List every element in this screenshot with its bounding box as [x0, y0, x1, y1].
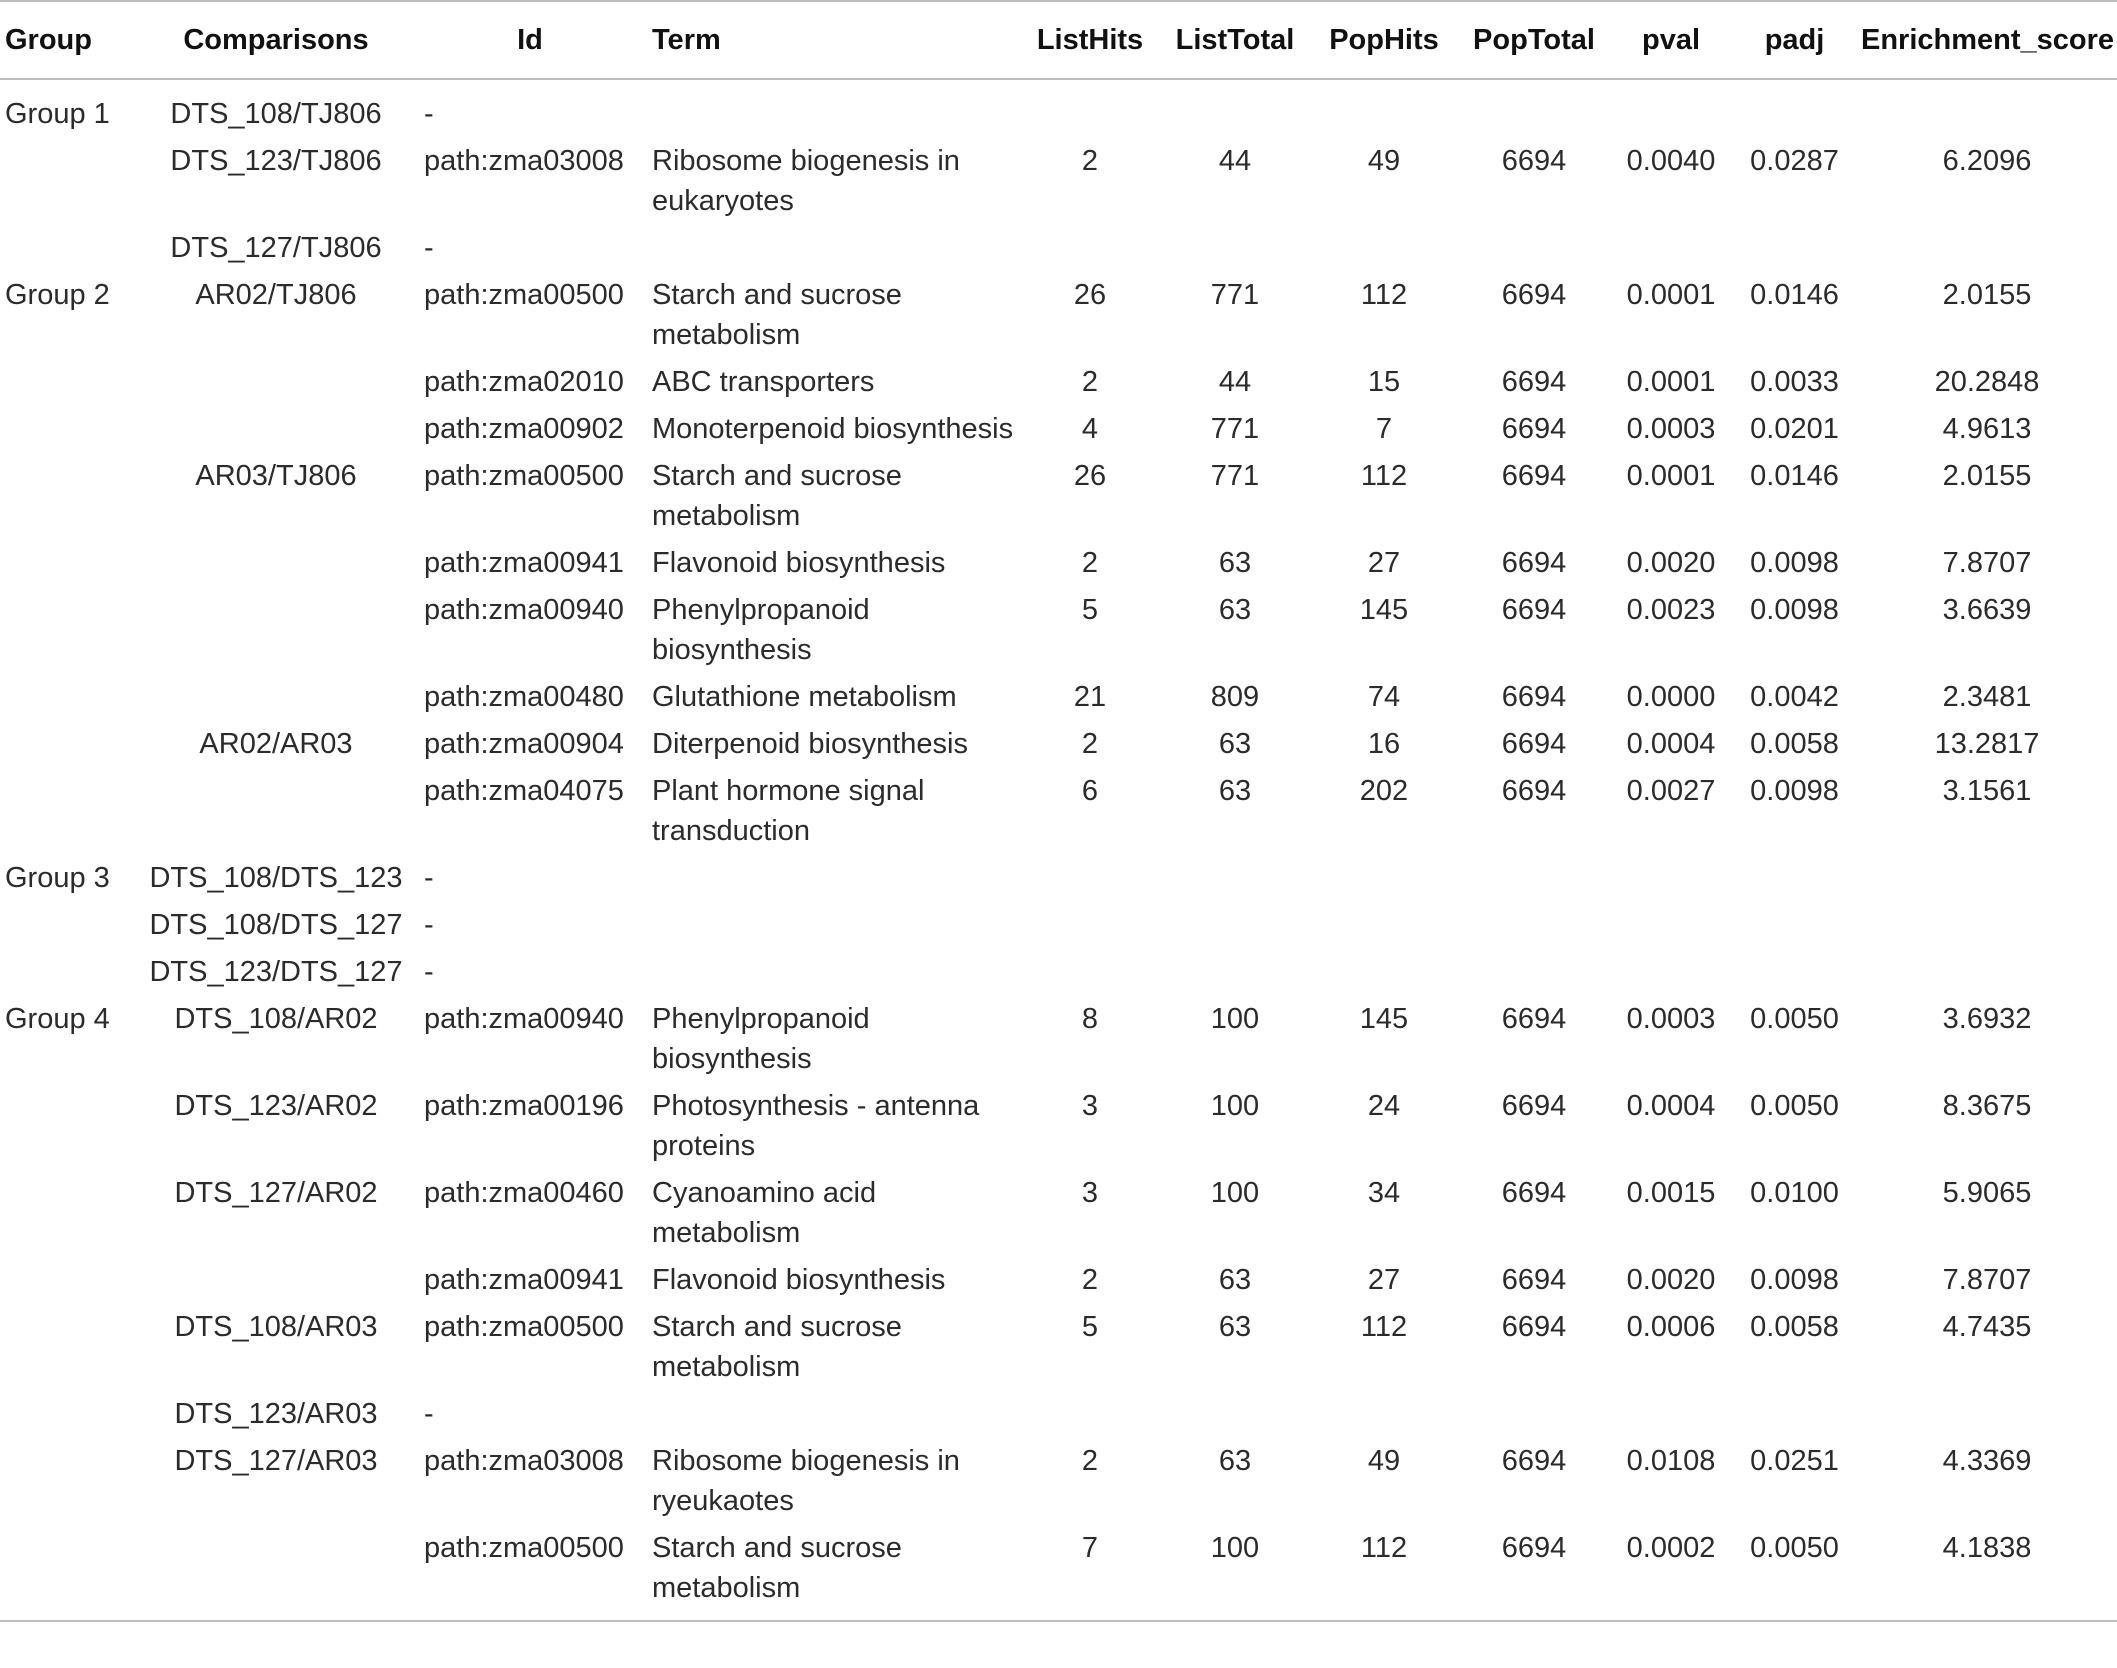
padj-cell: 0.0146	[1750, 279, 1839, 311]
padj-cell	[1732, 79, 1857, 137]
pop-total-cell: 6694	[1501, 1264, 1567, 1296]
pop-hits-cell: 112	[1360, 1311, 1408, 1343]
group-cell	[0, 1256, 142, 1303]
term-cell: Starch and sucrose metabolism	[652, 460, 902, 532]
enrichment-score-cell: 4.9613	[1942, 413, 2032, 445]
list-total-cell: 100	[1210, 1532, 1260, 1564]
pathway-id-cell: path:zma03008	[424, 145, 624, 177]
group-cell	[0, 1390, 142, 1437]
padj-cell	[1732, 224, 1857, 271]
pval-cell: 0.0108	[1626, 1445, 1716, 1477]
pval-cell	[1610, 224, 1732, 271]
group-cell	[0, 673, 142, 720]
term-cell	[640, 224, 1020, 271]
table-row	[0, 720, 2117, 767]
padj-cell: 0.0100	[1750, 1177, 1839, 1209]
column-header: ListTotal	[1175, 23, 1295, 56]
list-hits-cell	[1020, 854, 1160, 901]
term-cell: Monoterpenoid biosynthesis	[652, 413, 1014, 445]
list-total-cell: 63	[1218, 775, 1252, 807]
group-cell	[0, 405, 142, 452]
pop-hits-cell	[1310, 901, 1458, 948]
term-cell: Phenylpropanoid biosynthesis	[652, 1003, 870, 1075]
enrichment-score-cell: 5.9065	[1942, 1177, 2032, 1209]
enrichment-score-cell: 7.8707	[1942, 1264, 2032, 1296]
list-hits-cell: 21	[1073, 681, 1107, 713]
header-row	[0, 1, 2117, 79]
term-cell: Plant hormone signal transduction	[652, 775, 925, 847]
enrichment-score-cell: 7.8707	[1942, 547, 2032, 579]
pathway-id-cell: path:zma00500	[424, 279, 624, 311]
list-total-cell: 809	[1210, 681, 1260, 713]
table-row	[0, 224, 2117, 271]
pval-cell: 0.0000	[1626, 681, 1716, 713]
pop-hits-cell: 112	[1360, 460, 1408, 492]
pop-hits-cell	[1310, 854, 1458, 901]
padj-cell: 0.0042	[1750, 681, 1839, 713]
pathway-id-cell: path:zma00480	[424, 681, 624, 713]
enrichment-score-cell: 3.6932	[1942, 1003, 2032, 1035]
group-cell	[0, 1303, 142, 1390]
pop-total-cell: 6694	[1501, 594, 1567, 626]
column-header: Id	[517, 23, 543, 56]
group-cell	[0, 1082, 142, 1169]
pop-hits-cell	[1310, 224, 1458, 271]
enrichment-score-cell: 4.3369	[1942, 1445, 2032, 1477]
pop-total-cell: 6694	[1501, 1532, 1567, 1564]
comparison-cell	[142, 539, 410, 586]
pathway-id-cell: -	[424, 98, 434, 130]
term-cell: Starch and sucrose metabolism	[652, 279, 902, 351]
term-cell: Flavonoid biosynthesis	[652, 1264, 946, 1296]
pval-cell: 0.0020	[1626, 547, 1716, 579]
table-row	[0, 1303, 2117, 1390]
pval-cell: 0.0006	[1626, 1311, 1716, 1343]
pval-cell: 0.0020	[1626, 1264, 1716, 1296]
list-total-cell: 63	[1218, 1264, 1252, 1296]
list-total-cell: 100	[1210, 1090, 1260, 1122]
term-cell	[640, 79, 1020, 137]
pathway-id-cell: -	[424, 909, 434, 941]
pop-total-cell: 6694	[1501, 1311, 1567, 1343]
pop-total-cell	[1458, 854, 1610, 901]
list-hits-cell: 2	[1081, 728, 1099, 760]
list-hits-cell: 26	[1073, 460, 1107, 492]
pval-cell: 0.0001	[1626, 366, 1716, 398]
pop-hits-cell	[1310, 79, 1458, 137]
list-total-cell: 771	[1210, 460, 1260, 492]
pop-total-cell	[1458, 224, 1610, 271]
table-row	[0, 767, 2117, 854]
pathway-id-cell: path:zma00940	[424, 1003, 624, 1035]
enrichment-score-cell	[1857, 901, 2117, 948]
comparison-cell: AR02/TJ806	[195, 279, 357, 311]
pval-cell: 0.0001	[1626, 279, 1716, 311]
list-total-cell: 63	[1218, 594, 1252, 626]
comparison-cell: DTS_127/AR02	[174, 1177, 378, 1209]
group-cell	[0, 948, 142, 995]
group-cell	[0, 137, 142, 224]
term-cell: ABC transporters	[652, 366, 875, 398]
padj-cell: 0.0098	[1750, 1264, 1839, 1296]
list-hits-cell: 8	[1081, 1003, 1099, 1035]
table-row	[0, 137, 2117, 224]
pathway-id-cell: path:zma00941	[424, 547, 624, 579]
term-cell	[640, 1390, 1020, 1437]
list-hits-cell	[1020, 79, 1160, 137]
term-cell: Photosynthesis - antenna proteins	[652, 1090, 980, 1162]
comparison-cell: DTS_108/DTS_127	[149, 909, 403, 941]
list-hits-cell: 2	[1081, 547, 1099, 579]
pop-total-cell: 6694	[1501, 366, 1567, 398]
list-hits-cell: 26	[1073, 279, 1107, 311]
pop-total-cell: 6694	[1501, 145, 1567, 177]
padj-cell: 0.0050	[1750, 1003, 1839, 1035]
enrichment-score-cell: 3.6639	[1942, 594, 2032, 626]
comparison-cell: DTS_123/TJ806	[170, 145, 382, 177]
table-row	[0, 539, 2117, 586]
term-cell	[640, 901, 1020, 948]
list-total-cell	[1160, 79, 1310, 137]
list-hits-cell: 2	[1081, 145, 1099, 177]
enrichment-score-cell: 3.1561	[1942, 775, 2032, 807]
pop-hits-cell	[1310, 948, 1458, 995]
pathway-id-cell: -	[424, 232, 434, 264]
pathway-id-cell: path:zma00460	[424, 1177, 624, 1209]
pop-hits-cell: 49	[1367, 1445, 1401, 1477]
comparison-cell: DTS_108/AR02	[174, 1003, 378, 1035]
term-cell: Starch and sucrose metabolism	[652, 1311, 902, 1383]
comparison-cell	[142, 358, 410, 405]
enrichment-score-cell	[1857, 1390, 2117, 1437]
list-hits-cell: 3	[1081, 1090, 1099, 1122]
term-cell: Flavonoid biosynthesis	[652, 547, 946, 579]
comparison-cell: AR02/AR03	[199, 728, 353, 760]
group-cell	[0, 1524, 142, 1621]
enrichment-score-cell: 2.3481	[1942, 681, 2032, 713]
pop-hits-cell: 49	[1367, 145, 1401, 177]
padj-cell: 0.0050	[1750, 1532, 1839, 1564]
pval-cell: 0.0040	[1626, 145, 1716, 177]
comparison-cell: DTS_127/TJ806	[170, 232, 382, 264]
group-cell: Group 1	[5, 98, 110, 130]
group-cell	[0, 1437, 142, 1524]
list-total-cell: 100	[1210, 1003, 1260, 1035]
pval-cell: 0.0023	[1626, 594, 1716, 626]
table-row	[0, 995, 2117, 1082]
pop-hits-cell: 27	[1367, 547, 1401, 579]
column-header: PopTotal	[1473, 23, 1595, 56]
comparison-cell	[142, 673, 410, 720]
enrichment-score-cell	[1857, 224, 2117, 271]
column-header: Group	[5, 23, 92, 56]
enrichment-score-cell: 2.0155	[1942, 279, 2032, 311]
pop-hits-cell: 112	[1360, 279, 1408, 311]
padj-cell: 0.0033	[1750, 366, 1839, 398]
term-cell: Ribosome biogenesis in eukaryotes	[652, 145, 960, 217]
padj-cell: 0.0050	[1750, 1090, 1839, 1122]
list-total-cell	[1160, 901, 1310, 948]
term-cell: Phenylpropanoid biosynthesis	[652, 594, 870, 666]
list-total-cell: 44	[1218, 366, 1252, 398]
term-cell	[640, 948, 1020, 995]
list-hits-cell	[1020, 901, 1160, 948]
padj-cell	[1732, 948, 1857, 995]
list-total-cell	[1160, 1390, 1310, 1437]
comparison-cell	[142, 586, 410, 673]
comparison-cell: DTS_123/DTS_127	[149, 956, 403, 988]
pop-total-cell: 6694	[1501, 728, 1567, 760]
column-header: Comparisons	[183, 23, 369, 56]
column-header: pval	[1641, 23, 1701, 56]
group-cell: Group 4	[5, 1003, 110, 1035]
group-cell	[0, 539, 142, 586]
list-hits-cell: 2	[1081, 366, 1099, 398]
table-body	[0, 79, 2117, 1621]
pop-total-cell	[1458, 948, 1610, 995]
term-cell: Starch and sucrose metabolism	[652, 1532, 902, 1604]
comparison-cell	[142, 1524, 410, 1621]
list-hits-cell	[1020, 948, 1160, 995]
comparison-cell	[142, 405, 410, 452]
table-row	[0, 1256, 2117, 1303]
padj-cell: 0.0058	[1750, 728, 1839, 760]
padj-cell: 0.0098	[1750, 594, 1839, 626]
enrichment-score-cell: 13.2817	[1934, 728, 2040, 760]
list-total-cell: 771	[1210, 413, 1260, 445]
pathway-id-cell: -	[424, 956, 434, 988]
term-cell: Diterpenoid biosynthesis	[652, 728, 968, 760]
pval-cell: 0.0004	[1626, 1090, 1716, 1122]
pop-hits-cell: 145	[1359, 594, 1409, 626]
pval-cell: 0.0004	[1626, 728, 1716, 760]
table-row	[0, 452, 2117, 539]
pval-cell: 0.0003	[1626, 413, 1716, 445]
pop-hits-cell: 16	[1367, 728, 1401, 760]
list-total-cell: 63	[1218, 1311, 1252, 1343]
comparison-cell: DTS_123/AR03	[174, 1398, 378, 1430]
pop-total-cell: 6694	[1501, 775, 1567, 807]
padj-cell	[1732, 901, 1857, 948]
padj-cell	[1732, 854, 1857, 901]
list-total-cell: 100	[1210, 1177, 1260, 1209]
enrichment-score-cell	[1857, 948, 2117, 995]
table-row	[0, 1082, 2117, 1169]
pathway-id-cell: path:zma00902	[424, 413, 624, 445]
pop-hits-cell: 7	[1375, 413, 1393, 445]
comparison-cell	[142, 767, 410, 854]
term-cell	[640, 854, 1020, 901]
list-hits-cell: 7	[1081, 1532, 1099, 1564]
pop-hits-cell: 74	[1367, 681, 1401, 713]
list-hits-cell	[1020, 1390, 1160, 1437]
pathway-id-cell: path:zma00500	[424, 1532, 624, 1564]
group-cell	[0, 358, 142, 405]
list-total-cell: 771	[1210, 279, 1260, 311]
pop-hits-cell: 112	[1360, 1532, 1408, 1564]
list-total-cell	[1160, 224, 1310, 271]
comparison-cell	[142, 1256, 410, 1303]
group-cell	[0, 901, 142, 948]
list-hits-cell: 2	[1081, 1264, 1099, 1296]
list-hits-cell: 5	[1081, 594, 1099, 626]
term-cell: Cyanoamino acid metabolism	[652, 1177, 877, 1249]
pathway-id-cell: path:zma00940	[424, 594, 624, 626]
group-cell	[0, 767, 142, 854]
table-row	[0, 79, 2117, 137]
pval-cell: 0.0002	[1626, 1532, 1716, 1564]
table-row	[0, 1524, 2117, 1621]
pval-cell: 0.0003	[1626, 1003, 1716, 1035]
enrichment-score-cell: 6.2096	[1942, 145, 2032, 177]
pathway-id-cell: path:zma03008	[424, 1445, 624, 1477]
enrichment-score-cell	[1857, 854, 2117, 901]
padj-cell: 0.0098	[1750, 547, 1839, 579]
pop-total-cell: 6694	[1501, 279, 1567, 311]
enrichment-score-cell: 8.3675	[1942, 1090, 2032, 1122]
table-row	[0, 854, 2117, 901]
padj-cell: 0.0098	[1750, 775, 1839, 807]
padj-cell: 0.0058	[1750, 1311, 1839, 1343]
pathway-id-cell: path:zma00500	[424, 1311, 624, 1343]
pathway-id-cell: path:zma00500	[424, 460, 624, 492]
table-row	[0, 1390, 2117, 1437]
pop-total-cell	[1458, 79, 1610, 137]
pop-total-cell: 6694	[1501, 681, 1567, 713]
pop-total-cell: 6694	[1501, 1445, 1567, 1477]
comparison-cell: DTS_123/AR02	[174, 1090, 378, 1122]
table-row	[0, 673, 2117, 720]
enrichment-score-cell	[1857, 79, 2117, 137]
pop-total-cell: 6694	[1501, 460, 1567, 492]
list-total-cell: 63	[1218, 728, 1252, 760]
group-cell	[0, 1169, 142, 1256]
comparison-cell: DTS_127/AR03	[174, 1445, 378, 1477]
pathway-id-cell: path:zma04075	[424, 775, 624, 807]
padj-cell: 0.0201	[1750, 413, 1839, 445]
pop-total-cell: 6694	[1501, 547, 1567, 579]
column-header: Term	[652, 23, 721, 56]
table-row	[0, 405, 2117, 452]
table-row	[0, 948, 2117, 995]
pop-hits-cell: 15	[1367, 366, 1401, 398]
group-cell	[0, 586, 142, 673]
pop-hits-cell: 27	[1367, 1264, 1401, 1296]
pop-hits-cell: 145	[1359, 1003, 1409, 1035]
pop-total-cell: 6694	[1501, 1090, 1567, 1122]
table-row	[0, 1437, 2117, 1524]
pval-cell	[1610, 948, 1732, 995]
table-row	[0, 586, 2117, 673]
comparison-cell: DTS_108/AR03	[174, 1311, 378, 1343]
pval-cell: 0.0015	[1626, 1177, 1716, 1209]
list-hits-cell	[1020, 224, 1160, 271]
padj-cell	[1732, 1390, 1857, 1437]
table-row	[0, 271, 2117, 358]
padj-cell: 0.0287	[1750, 145, 1839, 177]
list-hits-cell: 2	[1081, 1445, 1099, 1477]
group-cell	[0, 452, 142, 539]
list-total-cell: 44	[1218, 145, 1252, 177]
pval-cell	[1610, 854, 1732, 901]
pop-hits-cell: 34	[1367, 1177, 1401, 1209]
pval-cell	[1610, 901, 1732, 948]
group-cell: Group 3	[5, 862, 110, 894]
pop-hits-cell	[1310, 1390, 1458, 1437]
padj-cell: 0.0146	[1750, 460, 1839, 492]
list-total-cell	[1160, 854, 1310, 901]
list-total-cell: 63	[1218, 547, 1252, 579]
group-cell: Group 2	[5, 279, 110, 311]
padj-cell: 0.0251	[1750, 1445, 1839, 1477]
list-total-cell	[1160, 948, 1310, 995]
pathway-id-cell: path:zma00941	[424, 1264, 624, 1296]
term-cell: Glutathione metabolism	[652, 681, 957, 713]
comparison-cell: AR03/TJ806	[195, 460, 357, 492]
table-row	[0, 358, 2117, 405]
list-hits-cell: 3	[1081, 1177, 1099, 1209]
pop-total-cell: 6694	[1501, 1003, 1567, 1035]
pop-hits-cell: 24	[1367, 1090, 1401, 1122]
pval-cell	[1610, 79, 1732, 137]
pop-total-cell: 6694	[1501, 1177, 1567, 1209]
list-hits-cell: 5	[1081, 1311, 1099, 1343]
enrichment-score-cell: 4.1838	[1942, 1532, 2032, 1564]
column-header: PopHits	[1329, 23, 1439, 56]
column-header: padj	[1764, 23, 1825, 56]
group-cell	[0, 224, 142, 271]
enrichment-score-cell: 2.0155	[1942, 460, 2032, 492]
pval-cell	[1610, 1390, 1732, 1437]
term-cell: Ribosome biogenesis in ryeukaotes	[652, 1445, 960, 1517]
pathway-id-cell: -	[424, 1398, 434, 1430]
pval-cell: 0.0001	[1626, 460, 1716, 492]
pop-hits-cell: 202	[1359, 775, 1409, 807]
column-header: Enrichment_score	[1861, 23, 2115, 56]
enrichment-score-cell: 20.2848	[1934, 366, 2040, 398]
pop-total-cell	[1458, 901, 1610, 948]
comparison-cell: DTS_108/DTS_123	[149, 862, 403, 894]
list-hits-cell: 6	[1081, 775, 1099, 807]
column-header: ListHits	[1036, 23, 1144, 56]
pathway-id-cell: path:zma00196	[424, 1090, 624, 1122]
pop-total-cell: 6694	[1501, 413, 1567, 445]
comparison-cell: DTS_108/TJ806	[170, 98, 382, 130]
list-hits-cell: 4	[1081, 413, 1099, 445]
enrichment-score-cell: 4.7435	[1942, 1311, 2032, 1343]
pathway-id-cell: -	[424, 862, 434, 894]
pval-cell: 0.0027	[1626, 775, 1716, 807]
list-total-cell: 63	[1218, 1445, 1252, 1477]
pop-total-cell	[1458, 1390, 1610, 1437]
group-cell	[0, 720, 142, 767]
pathway-id-cell: path:zma02010	[424, 366, 624, 398]
pathway-id-cell: path:zma00904	[424, 728, 624, 760]
table-row	[0, 1169, 2117, 1256]
table-row	[0, 901, 2117, 948]
